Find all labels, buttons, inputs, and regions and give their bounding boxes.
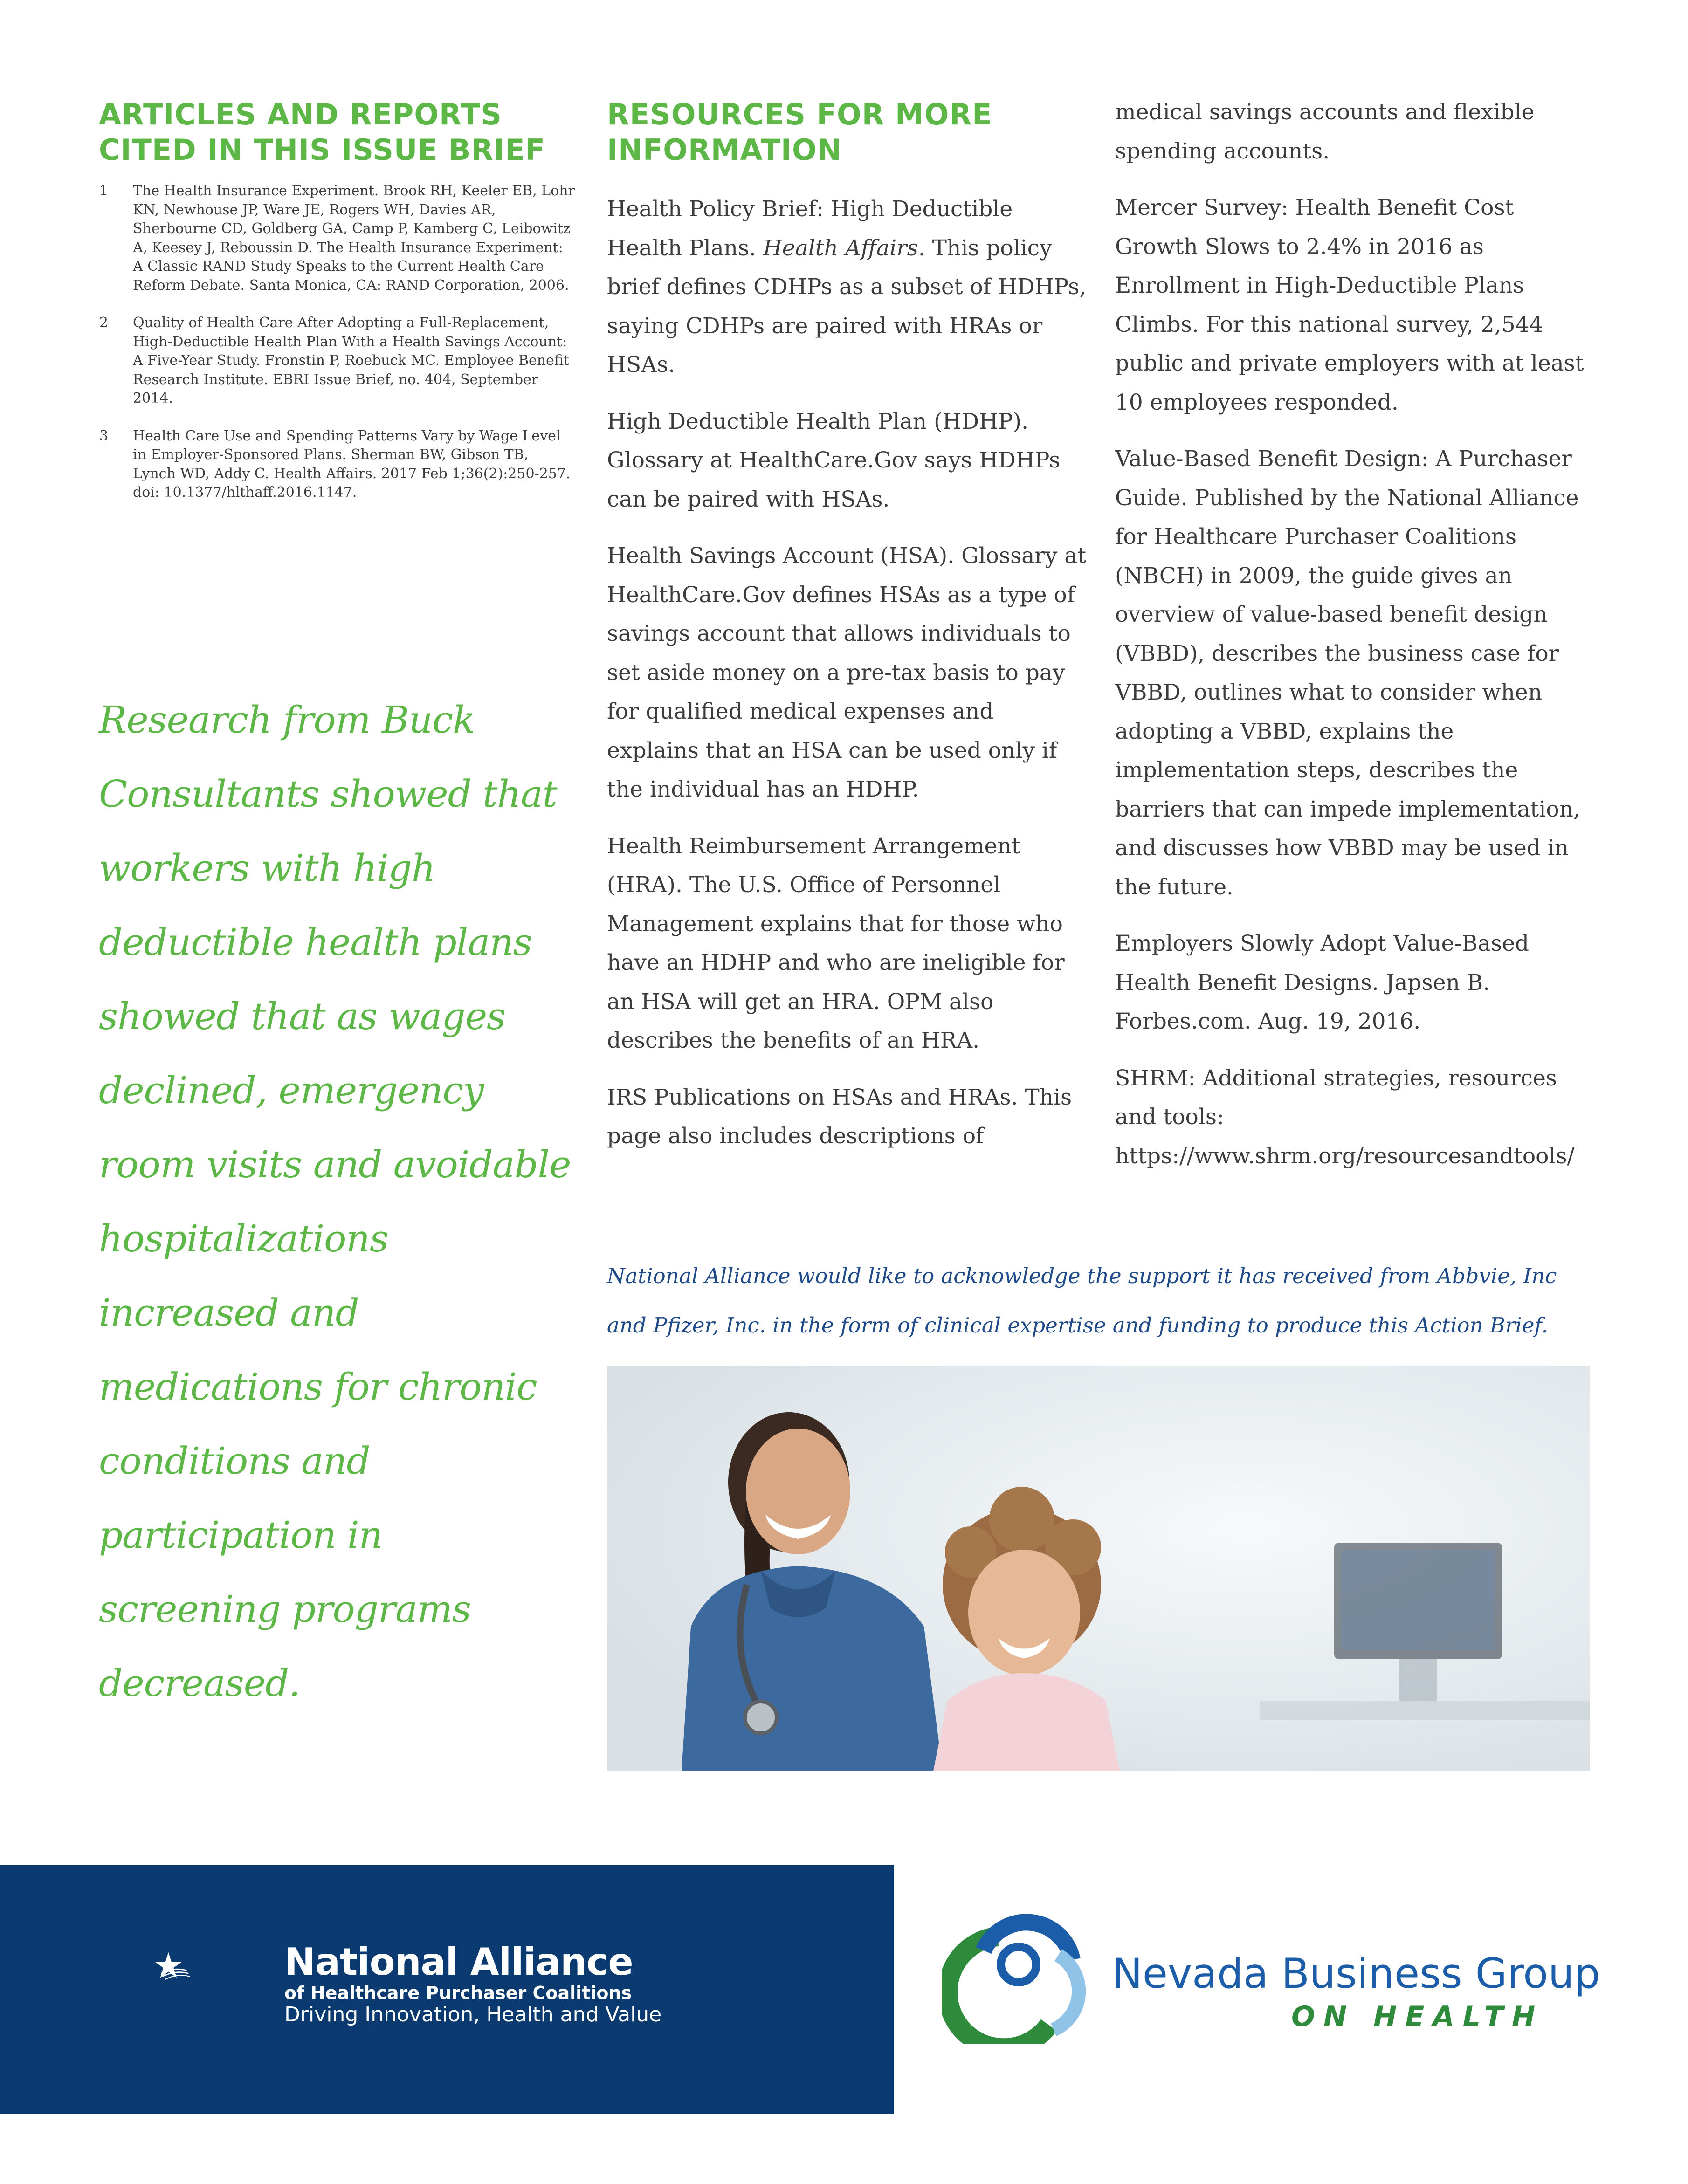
reference-item [99,182,575,295]
nevada-business-group-name: Nevada Business Group [1112,1950,1600,1998]
reference-number: 1 [99,183,109,199]
nevada-on-health: ON HEALTH [1291,2000,1544,2033]
nevada-business-group-logo [942,1909,1095,2044]
pull-quote: Research from Buck Consultants showed that workers with high deductible health plans showed that as wages declined, emergency room visits and avoidable hospitalizations increased and medications for chronic conditions and participation in screening programs decreased. [99,698,571,1705]
resource-hra: Health Reimbursement Arrangement (HRA). The U.S. Office of Personnel Management explains that for those who have an HDHP and who are ineligible for an HSA will get an HRA. OPM also describes the benefits of an HRA. [607,833,1065,1053]
reference-text: The Health Insurance Experiment. Brook RH, Keeler EB, Lohr KN, Newhouse JP, Ware JE, Rogers WH, Davies AR, Sherbourne CD, Goldberg GA, Camp P, Kamberg C, Leibowitz A, Keesey J, Reboussin D. The Health Insurance Experiment: A Classic RAND Study Speaks to the Current Health Care Reform Debate. Santa Monica, CA: RAND Corporation, 2006. [133,183,575,294]
national-alliance-subtitle: of Healthcare Purchaser Coalitions [284,1983,632,2003]
resources-heading-line1: RESOURCES FOR MORE [607,97,992,131]
reference-item [99,427,575,502]
resource-mercer-survey: Mercer Survey: Health Benefit Cost Growth Slows to 2.4% in 2016 as Enrollment in High-Deductible Plans Climbs. For this national survey, 2,544 public and private employers with at least 10 employees responded. [1115,195,1584,415]
reference-text: Health Care Use and Spending Patterns Vary by Wage Level in Employer-Sponsored Plans. Sherman BW, Gibson TB, Lynch WD, Addy C. Health Affairs. 2017 Feb 1;36(2):250-257. doi: 10.1377/hlthaff.2016.1147. [133,427,571,501]
resource-health-policy-brief [607,190,1092,385]
resource-irs-continued: medical savings accounts and flexible spending accounts. [1115,99,1535,164]
national-alliance-star-logo [154,1911,294,2023]
resource-forbes-article: Employers Slowly Adopt Value-Based Health Benefit Designs. Japsen B. Forbes.com. Aug. 19, 2016. [1115,931,1529,1034]
resource-hsa: Health Savings Account (HSA). Glossary at HealthCare.Gov defines HSAs as a type of savings account that allows individuals to set aside money on a pre-tax basis to pay for qualified medical expenses and explains that an HSA can be used only if the individual has an HDHP. [607,543,1087,802]
resource-vbbd-guide: Value-Based Benefit Design: A Purchaser Guide. Published by the National Alliance for Healthcare Purchaser Coalitions (NBCH) in 2009, the guide gives an overview of value-based benefit design (VBBD), describes the business case for VBBD, outlines what to consider when adopting a VBBD, explains the implementation steps, describes the barriers that can impede implementation, and discusses how VBBD may be used in the future. [1115,446,1580,900]
photo-illustration [607,1366,1590,1771]
resources-heading [607,97,992,168]
resources-column-middle [607,190,1092,1174]
resource-text: Health Policy Brief: High Deductible Health Plans. [607,196,1013,261]
resource-hdhp: High Deductible Health Plan (HDHP). Glossary at HealthCare.Gov says HDHPs can be paired with HSAs. [607,408,1061,512]
reference-list [99,182,575,521]
reference-item [99,314,575,408]
articles-heading-line2: CITED IN THIS ISSUE BRIEF [99,133,545,167]
articles-heading [99,97,545,168]
resource-irs-publications: IRS Publications on HSAs and HRAs. This page also includes descriptions of [607,1084,1072,1149]
national-alliance-name: National Alliance [284,1940,633,1984]
acknowledgement: National Alliance would like to acknowledge the support it has received from Abbvie, Inc and Pfizer, Inc. in the form of clinical expertise and funding to produce this Action Brief. [607,1264,1557,1338]
resources-column-right [1115,93,1591,1193]
reference-text: Quality of Health Care After Adopting a Full-Replacement, High-Deductible Health Plan With a Health Savings Account: A Five-Year Study. Fronstin P, Roebuck MC. Employee Benefit Research Institute. EBRI Issue Brief, no. 404, September 2014. [133,315,569,406]
resource-text: . This policy brief defines CDHPs as a subset of HDHPs, saying CDHPs are paired with HRAs or HSAs. [607,235,1087,378]
nurse-and-child-photo [607,1366,1590,1771]
reference-number: 2 [99,315,109,331]
articles-heading-line1: ARTICLES AND REPORTS [99,97,502,131]
resources-heading-line2: INFORMATION [607,133,842,167]
resource-journal-title: Health Affairs [763,235,918,261]
reference-number: 3 [99,427,109,444]
national-alliance-tagline: Driving Innovation, Health and Value [284,2003,662,2026]
resource-shrm: SHRM: Additional strategies, resources and tools: https://www.shrm.org/resourcesandtools/ [1115,1065,1575,1169]
